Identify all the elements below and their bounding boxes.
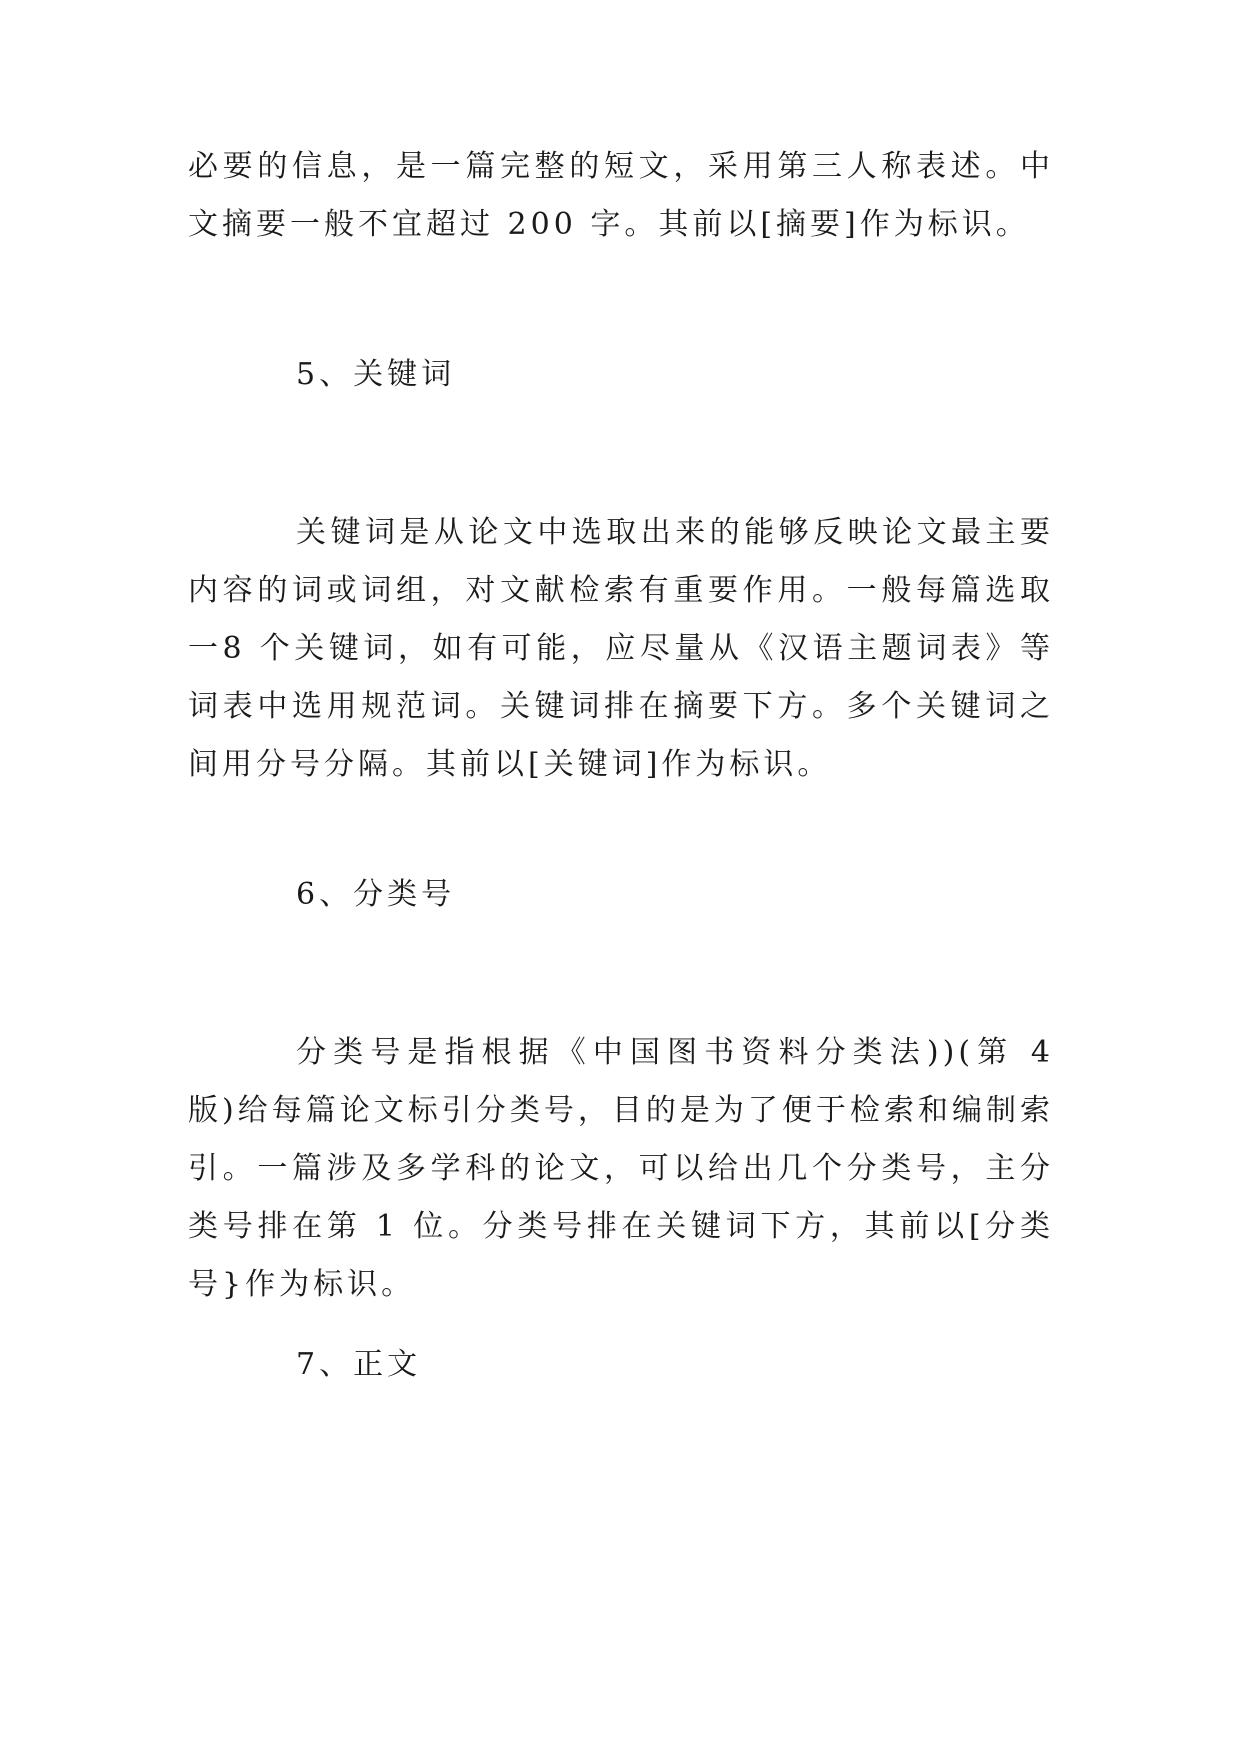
abstract-paragraph-tail: 必要的信息，是一篇完整的短文，采用第三人称表述。中文摘要一般不宜超过 200 字。其前以[摘要]作为标识。 bbox=[188, 149, 1054, 242]
section-heading-keywords: 5、关键词 bbox=[296, 357, 456, 392]
classification-paragraph: 分类号是指根据《中国图书资料分类法))(第 4 版)给每篇论文标引分类号，目的是为了便于检索和编制索引。一篇涉及多学科的论文，可以给出几个分类号，主分类号排在第 1 位。分类号排在关键词下方，其前以[分类号}作为标识。 bbox=[188, 1035, 1054, 1302]
section-heading-body: 7、正文 bbox=[296, 1347, 422, 1382]
section-heading-classification: 6、分类号 bbox=[296, 877, 456, 912]
keywords-paragraph: 关键词是从论文中选取出来的能够反映论文最主要内容的词或词组，对文献检索有重要作用。一般每篇选取一8 个关键词，如有可能，应尽量从《汉语主题词表》等词表中选用规范词。关键词排在摘要下方。多个关键词之间用分号分隔。其前以[关键词]作为标识。 bbox=[188, 515, 1054, 782]
